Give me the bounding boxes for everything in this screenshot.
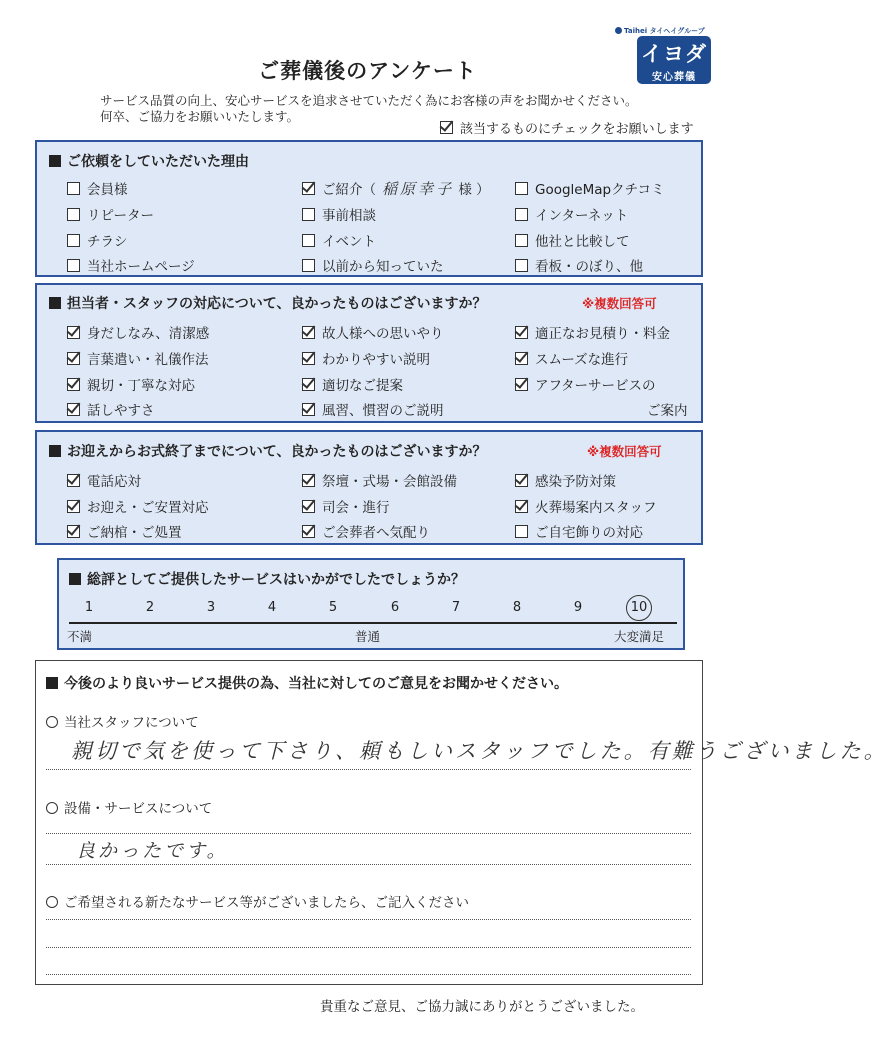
reason-option[interactable]: チラシ — [67, 230, 128, 250]
reason-heading: ご依頼をしていただいた理由 — [49, 151, 249, 171]
check-instruction: 該当するものにチェックをお願いします — [440, 118, 694, 137]
rating-10[interactable]: 10 — [630, 600, 648, 615]
reason-option[interactable]: 他社と比較して — [515, 230, 630, 250]
checkbox[interactable] — [515, 182, 528, 195]
checkbox[interactable] — [515, 234, 528, 247]
staff-heading: 担当者・スタッフの対応について、良かったものはございますか？ — [49, 293, 486, 313]
reason-option[interactable]: インターネット — [515, 204, 628, 224]
reason-option[interactable]: 事前相談 — [302, 204, 376, 224]
ceremony-note: ※複数回答可 — [587, 444, 662, 459]
ceremony-option[interactable]: 火葬場案内スタッフ — [515, 496, 657, 516]
checkbox[interactable] — [515, 208, 528, 221]
staff-note: ※複数回答可 — [582, 296, 657, 311]
rating-4[interactable]: 4 — [267, 600, 277, 615]
staff-option[interactable]: 風習、慣習のご説明 — [302, 399, 444, 419]
ceremony-option[interactable]: 電話応対 — [67, 470, 141, 490]
checkbox[interactable] — [67, 403, 80, 416]
staff-option[interactable]: 故人様への思いやり — [302, 322, 444, 342]
checkbox[interactable] — [515, 378, 528, 391]
checkbox[interactable] — [67, 378, 80, 391]
ceremony-heading: お迎えからお式終了までについて、良かったものはございますか？ — [49, 441, 486, 461]
feedback-section — [35, 660, 888, 985]
checkbox-sample — [440, 121, 453, 134]
page-title: ご葬儀後のアンケート — [258, 59, 477, 83]
question-facility: 設備・サービスについて — [46, 797, 212, 817]
staff-section — [35, 283, 703, 423]
staff-option[interactable]: 適切なご提案 — [302, 374, 403, 394]
checkbox[interactable] — [302, 352, 315, 365]
aftercare-continuation: ご案内 — [647, 403, 688, 419]
ceremony-option[interactable]: ご納棺・ご処置 — [67, 521, 182, 541]
logo-sub: 安心葬儀 — [652, 72, 696, 83]
referral-suffix: 様 ） — [458, 182, 490, 198]
reason-option[interactable]: GoogleMapクチコミ — [515, 178, 665, 198]
reason-option[interactable]: イベント — [302, 230, 376, 250]
checkbox[interactable] — [302, 259, 315, 272]
ceremony-option[interactable]: 感染予防対策 — [515, 470, 616, 490]
checkbox[interactable] — [67, 500, 80, 513]
checkbox[interactable] — [67, 525, 80, 538]
checkbox[interactable] — [67, 259, 80, 272]
rating-scale-line — [69, 622, 677, 624]
checkbox[interactable] — [302, 403, 315, 416]
question-new-service: ご希望される新たなサービス等がございましたら、ご記入ください — [46, 891, 469, 911]
question-staff: 当社スタッフについて — [46, 711, 199, 731]
ceremony-option[interactable]: 祭壇・式場・会館設備 — [302, 470, 457, 490]
rating-mid-label: 普通 — [355, 629, 381, 644]
checkbox[interactable] — [67, 352, 80, 365]
ceremony-section — [35, 430, 703, 545]
rating-low-label: 不満 — [67, 629, 93, 644]
staff-option[interactable]: わかりやすい説明 — [302, 348, 430, 368]
logo-name: イヨダ — [641, 42, 707, 66]
checkbox[interactable] — [515, 326, 528, 339]
staff-option[interactable]: 話しやすさ — [67, 399, 155, 419]
checkbox[interactable] — [515, 352, 528, 365]
checkbox[interactable] — [302, 500, 315, 513]
ceremony-option[interactable]: ご自宅飾りの対応 — [515, 521, 643, 541]
reason-option[interactable]: 会員様 — [67, 178, 128, 198]
answer-line — [46, 974, 691, 975]
rating-7[interactable]: 7 — [451, 600, 461, 615]
answer-line — [46, 864, 691, 865]
rating-8[interactable]: 8 — [512, 600, 522, 615]
rating-section — [57, 558, 685, 650]
ceremony-option[interactable]: お迎え・ご安置対応 — [67, 496, 209, 516]
reason-option[interactable]: リピーター — [67, 204, 154, 224]
ceremony-option[interactable]: ご会葬者へ気配り — [302, 521, 430, 541]
answer-line — [46, 833, 691, 834]
staff-option[interactable]: 親切・丁寧な対応 — [67, 374, 195, 394]
staff-option[interactable]: スムーズな進行 — [515, 348, 628, 368]
rating-2[interactable]: 2 — [145, 600, 155, 615]
checkbox[interactable] — [302, 326, 315, 339]
logo-group-label: Taihei タイヘイグループ — [615, 26, 705, 36]
rating-high-label: 大変満足 — [614, 629, 665, 644]
rating-6[interactable]: 6 — [390, 600, 400, 615]
staff-option[interactable]: 言葉遣い・礼儀作法 — [67, 348, 209, 368]
staff-option[interactable]: アフターサービスの — [515, 374, 656, 394]
checkbox[interactable] — [67, 208, 80, 221]
checkbox[interactable] — [302, 234, 315, 247]
answer-line — [46, 769, 691, 770]
intro-line-1: サービス品質の向上、安心サービスを追求させていただく為にお客様の声をお聞かせください。 — [100, 93, 638, 108]
checkbox[interactable] — [67, 326, 80, 339]
answer-facility[interactable]: 良かったです。 — [76, 840, 229, 862]
answer-staff[interactable]: 親切で気を使って下さり、頼もしいスタッフでした。有難うございました。 — [71, 739, 888, 763]
checkbox[interactable] — [302, 525, 315, 538]
checkbox[interactable] — [515, 474, 528, 487]
checkbox[interactable] — [302, 378, 315, 391]
rating-3[interactable]: 3 — [206, 600, 216, 615]
checkbox[interactable] — [67, 182, 80, 195]
checkbox[interactable] — [302, 474, 315, 487]
checkbox[interactable] — [515, 500, 528, 513]
rating-9[interactable]: 9 — [573, 600, 583, 615]
referral-name: 稲原幸子 — [382, 180, 455, 198]
intro-line-2: 何卒、ご協力をお願いいたします。 — [100, 109, 300, 124]
checkbox[interactable] — [67, 234, 80, 247]
rating-heading: 総評としてご提供したサービスはいかがでしたでしょうか？ — [69, 569, 465, 589]
reason-option[interactable]: 以前から知っていた — [302, 255, 444, 275]
reason-option-referral[interactable]: ご紹介（ 稲原幸子 様 ） — [302, 178, 490, 199]
feedback-heading: 今後のより良いサービス提供の為、当社に対してのご意見をお聞かせください。 — [46, 673, 568, 693]
answer-line — [46, 919, 691, 920]
checkbox[interactable] — [67, 474, 80, 487]
selected-rating-circle-icon — [626, 595, 652, 621]
checkbox[interactable] — [515, 525, 528, 538]
checkbox[interactable] — [302, 208, 315, 221]
checkbox[interactable] — [515, 259, 528, 272]
footer-thanks: 貴重なご意見、ご協力誠にありがとうございました。 — [320, 999, 644, 1015]
reason-option[interactable]: 看板・のぼり、他 — [515, 255, 643, 275]
rating-5[interactable]: 5 — [328, 600, 338, 615]
taihei-logo-icon — [615, 27, 622, 34]
answer-line — [46, 947, 691, 948]
reason-option[interactable]: 当社ホームページ — [67, 255, 195, 275]
staff-option[interactable]: 身だしなみ、清潔感 — [67, 322, 209, 342]
ceremony-option[interactable]: 司会・進行 — [302, 496, 390, 516]
staff-option[interactable]: 適正なお見積り・料金 — [515, 322, 670, 342]
rating-1[interactable]: 1 — [84, 600, 94, 615]
reason-section — [35, 140, 703, 277]
checkbox[interactable] — [302, 182, 315, 195]
